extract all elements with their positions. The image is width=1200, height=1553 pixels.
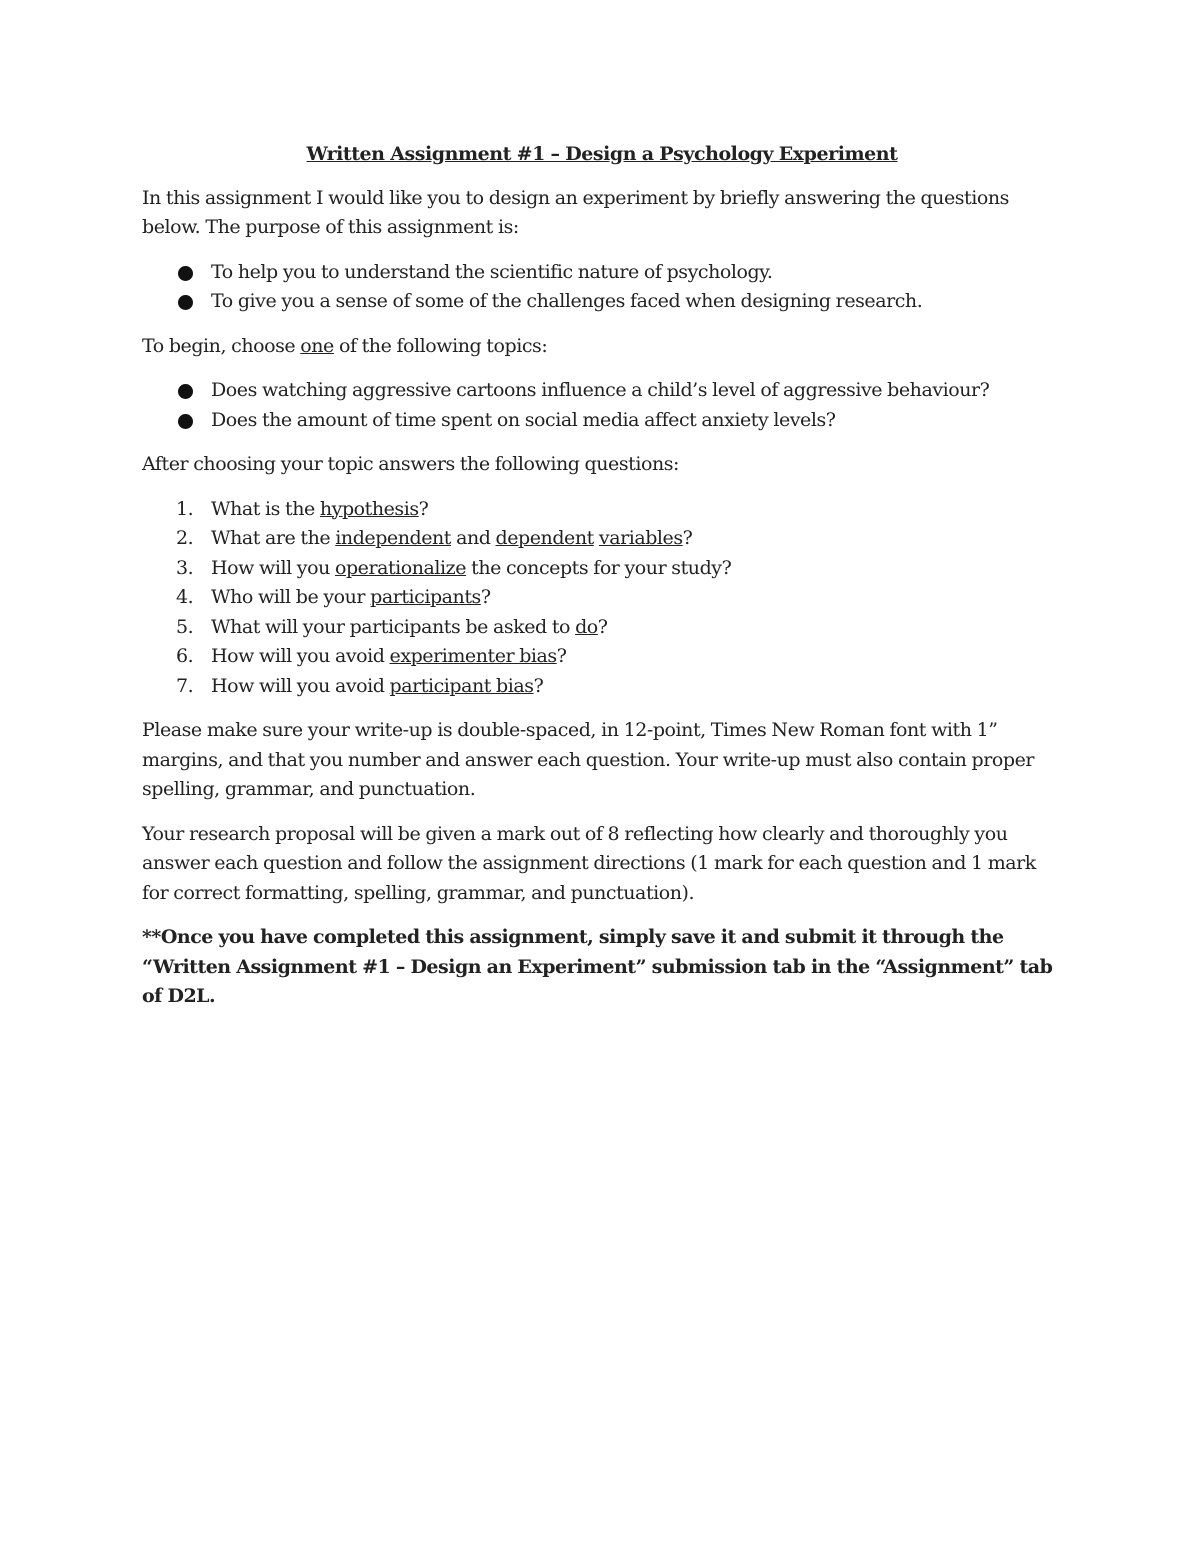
topic-item-text: Does the amount of time spent on social media affect anxiety levels? xyxy=(211,408,836,431)
list-item xyxy=(142,524,1062,554)
question-text: What is the xyxy=(211,497,320,520)
question-text: ? xyxy=(556,645,567,667)
list-item xyxy=(142,672,1062,702)
question-number: 6. xyxy=(176,645,194,667)
question-text: What are the xyxy=(211,527,336,549)
bullet-icon xyxy=(178,295,193,310)
question-number: 1. xyxy=(176,497,194,520)
purpose-list xyxy=(142,258,1062,317)
list-item xyxy=(142,495,1062,525)
question-term: dependent xyxy=(495,527,594,549)
topics-intro-emphasis: one xyxy=(300,334,334,357)
list-item xyxy=(142,258,1062,288)
bullet-icon xyxy=(178,384,193,399)
purpose-item-text: To help you to understand the scientific nature of psychology. xyxy=(211,260,773,283)
topics-intro-paragraph xyxy=(142,332,1062,362)
list-item xyxy=(142,406,1062,436)
topics-list xyxy=(142,376,1062,435)
question-text: ? xyxy=(597,615,608,638)
list-item xyxy=(142,583,1062,613)
question-term: independent xyxy=(335,527,451,549)
question-term: hypothesis xyxy=(319,497,419,520)
list-item xyxy=(142,642,1062,672)
question-number: 3. xyxy=(176,556,194,579)
question-term: experimenter bias xyxy=(389,645,557,667)
question-text: the concepts for your study? xyxy=(466,556,732,579)
list-item xyxy=(142,287,1062,317)
list-item xyxy=(142,376,1062,406)
question-number: 2. xyxy=(176,527,194,549)
question-number: 7. xyxy=(176,674,194,697)
question-number: 5. xyxy=(176,615,194,638)
question-term: variables xyxy=(598,527,683,549)
question-text: Who will be your xyxy=(211,586,371,608)
purpose-item-text: To give you a sense of some of the challenges faced when designing research. xyxy=(211,290,923,312)
questions-list xyxy=(142,495,1062,702)
formatting-paragraph: Please make sure your write-up is double-spaced, in 12-point, Times New Roman font with 1” margins, and that you number and answer each question. Your write-up must also contain proper spelling, grammar, and punctuation. xyxy=(142,719,1035,800)
question-term: participants xyxy=(370,586,481,608)
intro-paragraph: In this assignment I would like you to design an experiment by briefly answering the questions below. The purpose of this assignment is: xyxy=(142,186,1009,238)
question-term: participant bias xyxy=(389,674,534,697)
question-text: ? xyxy=(480,586,491,608)
question-number: 4. xyxy=(176,586,194,608)
document-body xyxy=(142,140,1062,1027)
question-term: operationalize xyxy=(334,556,467,579)
marking-paragraph: Your research proposal will be given a mark out of 8 reflecting how clearly and thoroughly you answer each question and follow the assignment directions (1 mark for each question and 1 mark for correct formatting, spelling, grammar, and punctuation). xyxy=(142,822,1036,904)
question-term: do xyxy=(575,615,598,638)
bullet-icon xyxy=(178,266,193,281)
question-text: ? xyxy=(418,497,429,520)
question-text: ? xyxy=(682,527,693,549)
document-title: Written Assignment #1 – Design a Psychology Experiment xyxy=(306,143,898,165)
bullet-icon xyxy=(178,414,193,429)
questions-intro-paragraph: After choosing your topic answers the following questions: xyxy=(142,453,679,475)
topic-item-text: Does watching aggressive cartoons influence a child’s level of aggressive behaviour? xyxy=(211,379,990,401)
question-text: How will you xyxy=(211,556,335,579)
question-text: What will your participants be asked to xyxy=(211,615,576,638)
list-item xyxy=(142,554,1062,584)
submission-note: **Once you have completed this assignment, simply save it and submit it through the “Written Assignment #1 – Design an Experiment” submission tab in the “Assignment” tab of D2L. xyxy=(142,926,1053,1007)
question-text: How will you avoid xyxy=(211,645,390,667)
question-text: and xyxy=(450,527,496,549)
question-text: ? xyxy=(533,674,544,697)
topics-intro-before: To begin, choose xyxy=(142,334,301,357)
topics-intro-after: of the following topics: xyxy=(333,334,548,357)
question-text: How will you avoid xyxy=(211,674,390,697)
list-item xyxy=(142,613,1062,643)
